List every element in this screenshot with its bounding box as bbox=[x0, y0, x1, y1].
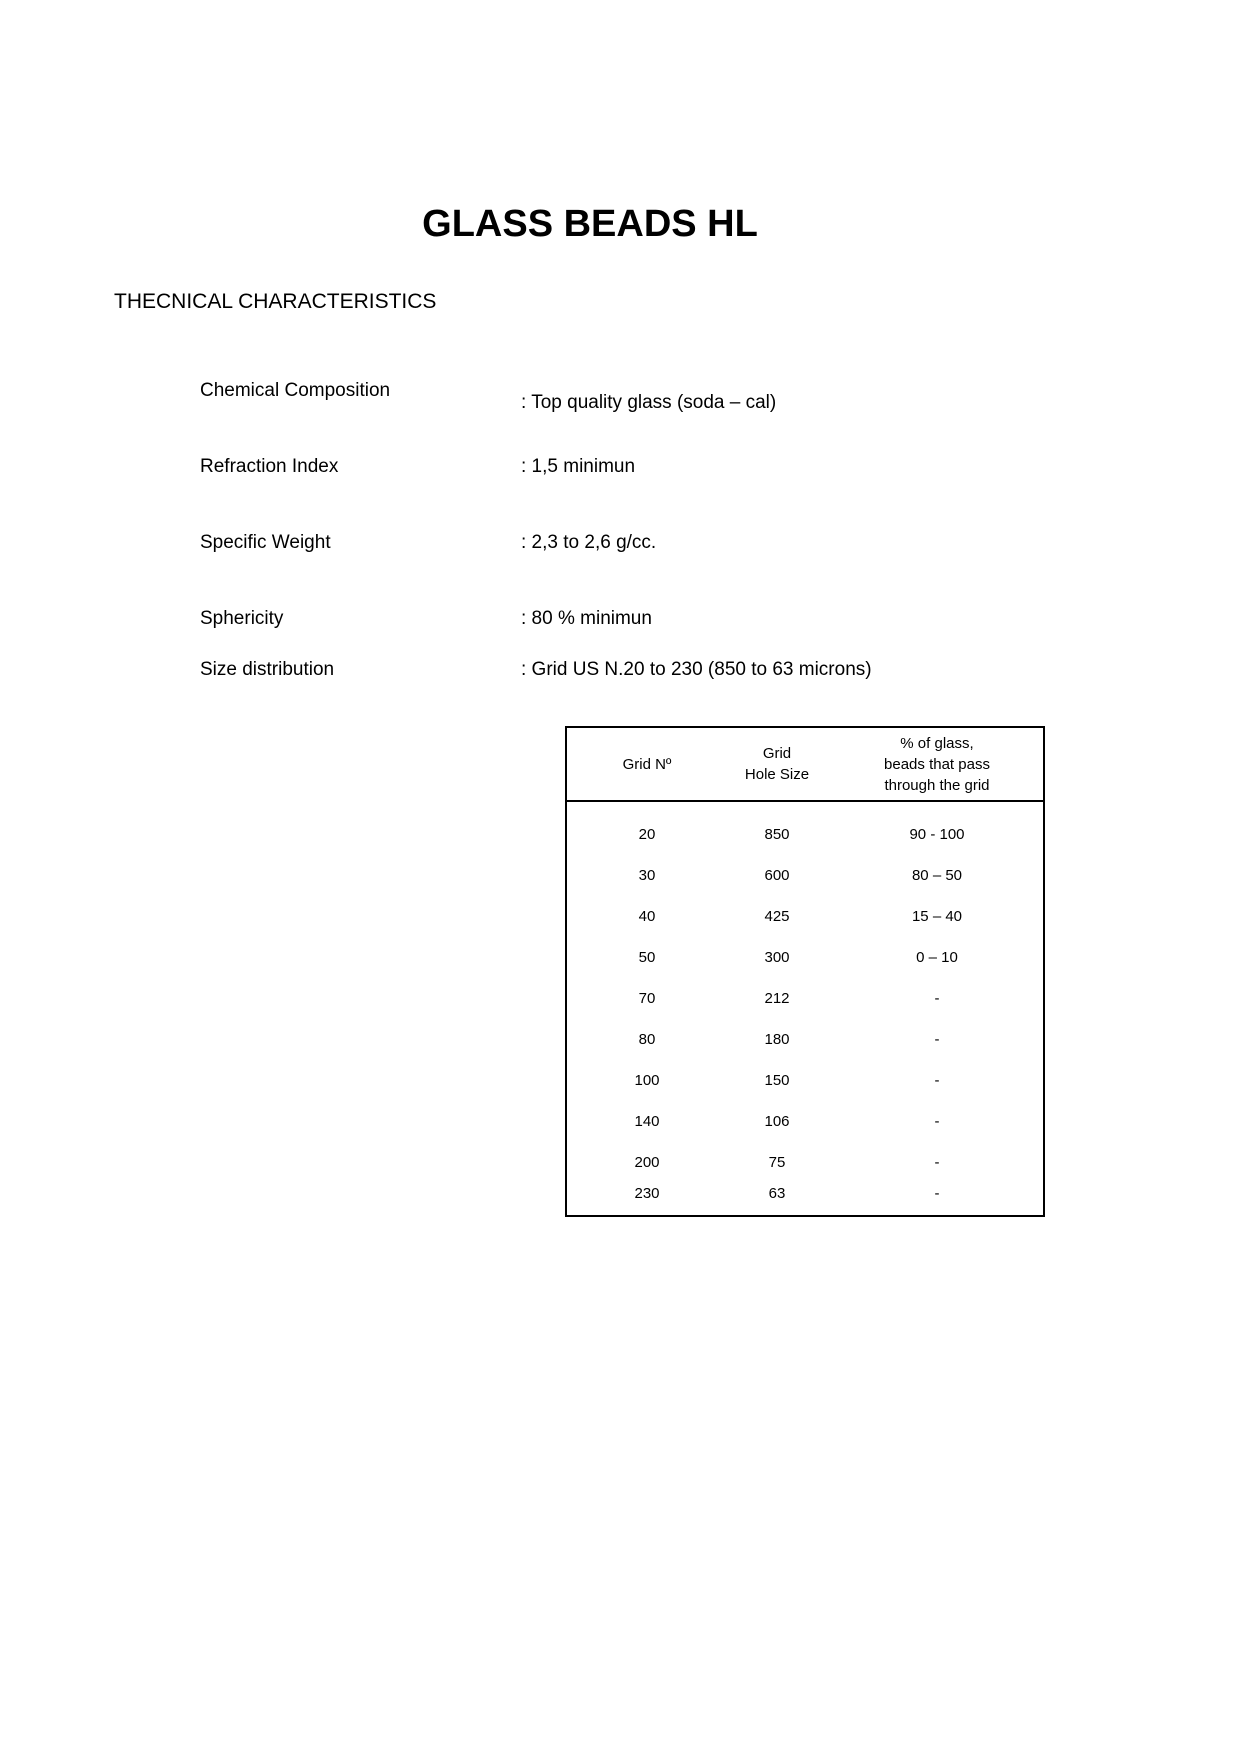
cell-hole-size: 850 bbox=[764, 826, 790, 843]
cell-percent-pass: 15 – 40 bbox=[911, 908, 963, 925]
table-row bbox=[567, 1173, 1043, 1214]
spec-value-sphericity: : 80 % minimun bbox=[521, 608, 652, 629]
cell-percent-pass: 90 - 100 bbox=[909, 826, 965, 843]
spec-label-specific-weight: Specific Weight bbox=[200, 532, 331, 553]
cell-grid-no: 40 bbox=[638, 908, 656, 925]
spec-value-refraction-index: : 1,5 minimun bbox=[521, 456, 636, 477]
cell-hole-size: 63 bbox=[768, 1185, 786, 1202]
spec-label-chemical-composition: Chemical Composition bbox=[200, 380, 391, 401]
spec-label-size-distribution: Size distribution bbox=[200, 659, 335, 680]
spec-label-refraction-index: Refraction Index bbox=[200, 456, 339, 477]
spec-value-size-distribution: : Grid US N.20 to 230 (850 to 63 microns) bbox=[521, 659, 872, 680]
spec-value-specific-weight: : 2,3 to 2,6 g/cc. bbox=[521, 532, 657, 553]
table-row bbox=[567, 896, 1043, 937]
header-hole-size: Grid Hole Size bbox=[744, 745, 810, 783]
spec-value-chemical-composition: : Top quality glass (soda – cal) bbox=[521, 392, 777, 413]
section-heading: THECNICAL CHARACTERISTICS bbox=[114, 290, 437, 313]
cell-percent-pass: - bbox=[934, 1154, 940, 1171]
cell-hole-size: 425 bbox=[764, 908, 790, 925]
cell-grid-no: 230 bbox=[634, 1185, 660, 1202]
cell-percent-pass: - bbox=[934, 990, 940, 1007]
table-row bbox=[567, 1101, 1043, 1142]
cell-grid-no: 200 bbox=[634, 1154, 660, 1171]
table-header bbox=[567, 728, 1043, 802]
cell-grid-no: 30 bbox=[638, 867, 656, 884]
cell-percent-pass: 80 – 50 bbox=[911, 867, 963, 884]
cell-grid-no: 70 bbox=[638, 990, 656, 1007]
table-row bbox=[567, 978, 1043, 1019]
cell-hole-size: 75 bbox=[768, 1154, 786, 1171]
header-grid-no: Grid Nº bbox=[622, 755, 672, 773]
cell-grid-no: 100 bbox=[634, 1072, 660, 1089]
cell-hole-size: 106 bbox=[764, 1113, 790, 1130]
cell-hole-size: 300 bbox=[764, 949, 790, 966]
cell-grid-no: 140 bbox=[634, 1113, 660, 1130]
cell-grid-no: 80 bbox=[638, 1031, 656, 1048]
cell-hole-size: 600 bbox=[764, 867, 790, 884]
size-distribution-table bbox=[565, 726, 1045, 1217]
page-title: GLASS BEADS HL bbox=[422, 203, 758, 245]
cell-hole-size: 212 bbox=[764, 990, 790, 1007]
cell-percent-pass: 0 – 10 bbox=[916, 949, 958, 966]
cell-percent-pass: - bbox=[934, 1031, 940, 1048]
table-row bbox=[567, 1019, 1043, 1060]
spec-label-sphericity: Sphericity bbox=[200, 608, 284, 629]
cell-percent-pass: - bbox=[934, 1113, 940, 1130]
table-row bbox=[567, 855, 1043, 896]
cell-grid-no: 50 bbox=[638, 949, 656, 966]
table-row bbox=[567, 937, 1043, 978]
header-percent-pass: % of glass, beads that pass through the grid bbox=[884, 734, 990, 794]
table-row bbox=[567, 814, 1043, 855]
cell-grid-no: 20 bbox=[638, 826, 656, 843]
cell-percent-pass: - bbox=[934, 1185, 940, 1202]
table-row bbox=[567, 1060, 1043, 1101]
cell-hole-size: 180 bbox=[764, 1031, 790, 1048]
cell-percent-pass: - bbox=[934, 1072, 940, 1089]
cell-hole-size: 150 bbox=[764, 1072, 790, 1089]
